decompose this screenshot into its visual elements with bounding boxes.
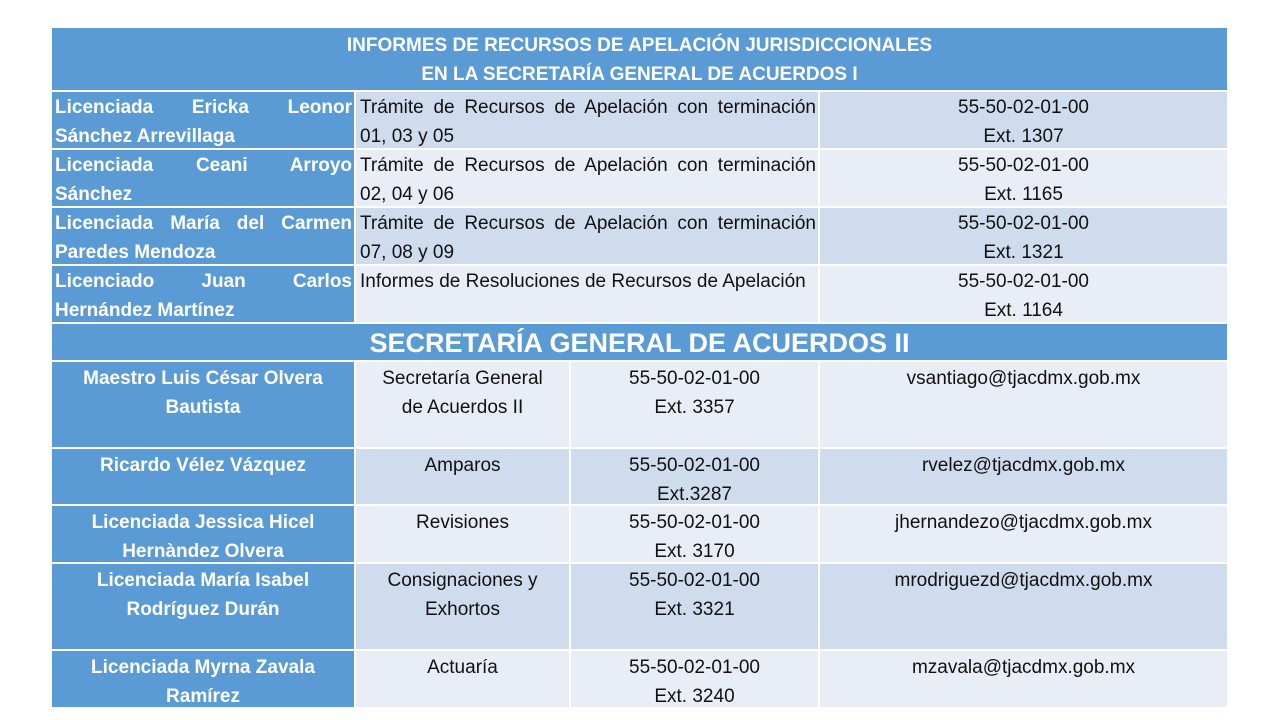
phone-extension: Ext. 1164 [984,300,1063,321]
person-name-line1: Maestro Luis César Olvera [83,368,323,389]
area-cell [354,651,569,707]
area-line1: Revisiones [416,512,509,533]
person-name: Licenciada María del Carmen Paredes Mendoza [52,208,354,264]
phone-cell [569,362,818,447]
phone-cell [569,564,818,649]
table-row [52,447,1227,504]
person-name-line2: Rodríguez Durán [126,599,280,620]
phone-number: 55-50-02-01-00 [958,155,1089,176]
person-name-line2: Bautista [165,397,241,418]
phone-number: 55-50-02-01-00 [629,455,760,476]
phone-extension: Ext.3287 [657,484,732,504]
table-row [52,649,1227,707]
phone-number: 55-50-02-01-00 [958,97,1089,118]
area-line1: Amparos [424,455,501,476]
table-row [52,148,1227,206]
email-cell: jhernandezo@tjacdmx.gob.mx [818,506,1227,562]
area-line1: Actuaría [427,657,498,678]
section1-body [52,90,1227,322]
phone-number: 55-50-02-01-00 [958,271,1089,292]
area-cell [354,449,569,504]
email-cell: mzavala@tjacdmx.gob.mx [818,651,1227,707]
duty-description: Trámite de Recursos de Apelación con terminación 01, 03 y 05 [354,92,818,148]
duty-description: Trámite de Recursos de Apelación con terminación 07, 08 y 09 [354,208,818,264]
section1-title-line2: EN LA SECRETARÍA GENERAL DE ACUERDOS I [421,64,858,85]
duty-description: Trámite de Recursos de Apelación con terminación 02, 04 y 06 [354,150,818,206]
area-cell [354,362,569,447]
phone-cell [569,449,818,504]
phone-cell [818,150,1227,206]
section1-header [52,28,1227,90]
person-name-line1: Licenciada María Isabel [96,570,310,591]
phone-extension: Ext. 3170 [654,541,735,562]
person-name [52,449,354,504]
phone-number: 55-50-02-01-00 [629,570,760,591]
duty-description: Informes de Resoluciones de Recursos de Apelación [354,266,818,322]
table-row [52,360,1227,447]
phone-extension: Ext. 1321 [983,242,1064,263]
email-cell: mrodriguezd@tjacdmx.gob.mx [818,564,1227,649]
person-name-line1: Licenciada Myrna Zavala [91,657,315,678]
table-row [52,90,1227,148]
person-name-line2: Hernàndez Olvera [122,541,284,562]
phone-cell [569,651,818,707]
phone-extension: Ext. 3240 [654,686,735,707]
phone-number: 55-50-02-01-00 [958,213,1089,234]
phone-number: 55-50-02-01-00 [629,512,760,533]
phone-cell [818,208,1227,264]
person-name-line1: Licenciada Jessica Hicel [91,512,315,533]
table-row [52,264,1227,322]
person-name [52,506,354,562]
table-row [52,206,1227,264]
section1-title-line1: INFORMES DE RECURSOS DE APELACIÓN JURISDICCIONALES [346,35,933,56]
phone-extension: Ext. 3321 [654,599,735,620]
section2-body [52,360,1227,707]
area-cell [354,506,569,562]
area-line1: Secretaría General [382,368,543,389]
email-cell: vsantiago@tjacdmx.gob.mx [818,362,1227,447]
area-line1: Consignaciones y [387,570,538,591]
phone-number: 55-50-02-01-00 [629,368,760,389]
phone-cell [818,92,1227,148]
person-name [52,362,354,447]
phone-extension: Ext. 1165 [984,184,1063,205]
person-name: Licenciada Ericka Leonor Sánchez Arrevillaga [52,92,354,148]
phone-number: 55-50-02-01-00 [629,657,760,678]
person-name: Licenciado Juan Carlos Hernández Martínez [52,266,354,322]
phone-cell [569,506,818,562]
person-name-line1: Ricardo Vélez Vázquez [100,455,306,476]
area-line2: de Acuerdos II [401,397,524,418]
table-row [52,562,1227,649]
person-name-line2: Ramírez [166,686,240,707]
table-row [52,504,1227,562]
phone-extension: Ext. 3357 [654,397,735,418]
contacts-table [52,28,1227,707]
person-name: Licenciada Ceani Arroyo Sánchez [52,150,354,206]
phone-extension: Ext. 1307 [983,126,1064,147]
area-line2: Exhortos [425,599,500,620]
email-cell: rvelez@tjacdmx.gob.mx [818,449,1227,504]
area-cell [354,564,569,649]
phone-cell [818,266,1227,322]
person-name [52,651,354,707]
person-name [52,564,354,649]
section2-header: SECRETARÍA GENERAL DE ACUERDOS II [52,322,1227,360]
